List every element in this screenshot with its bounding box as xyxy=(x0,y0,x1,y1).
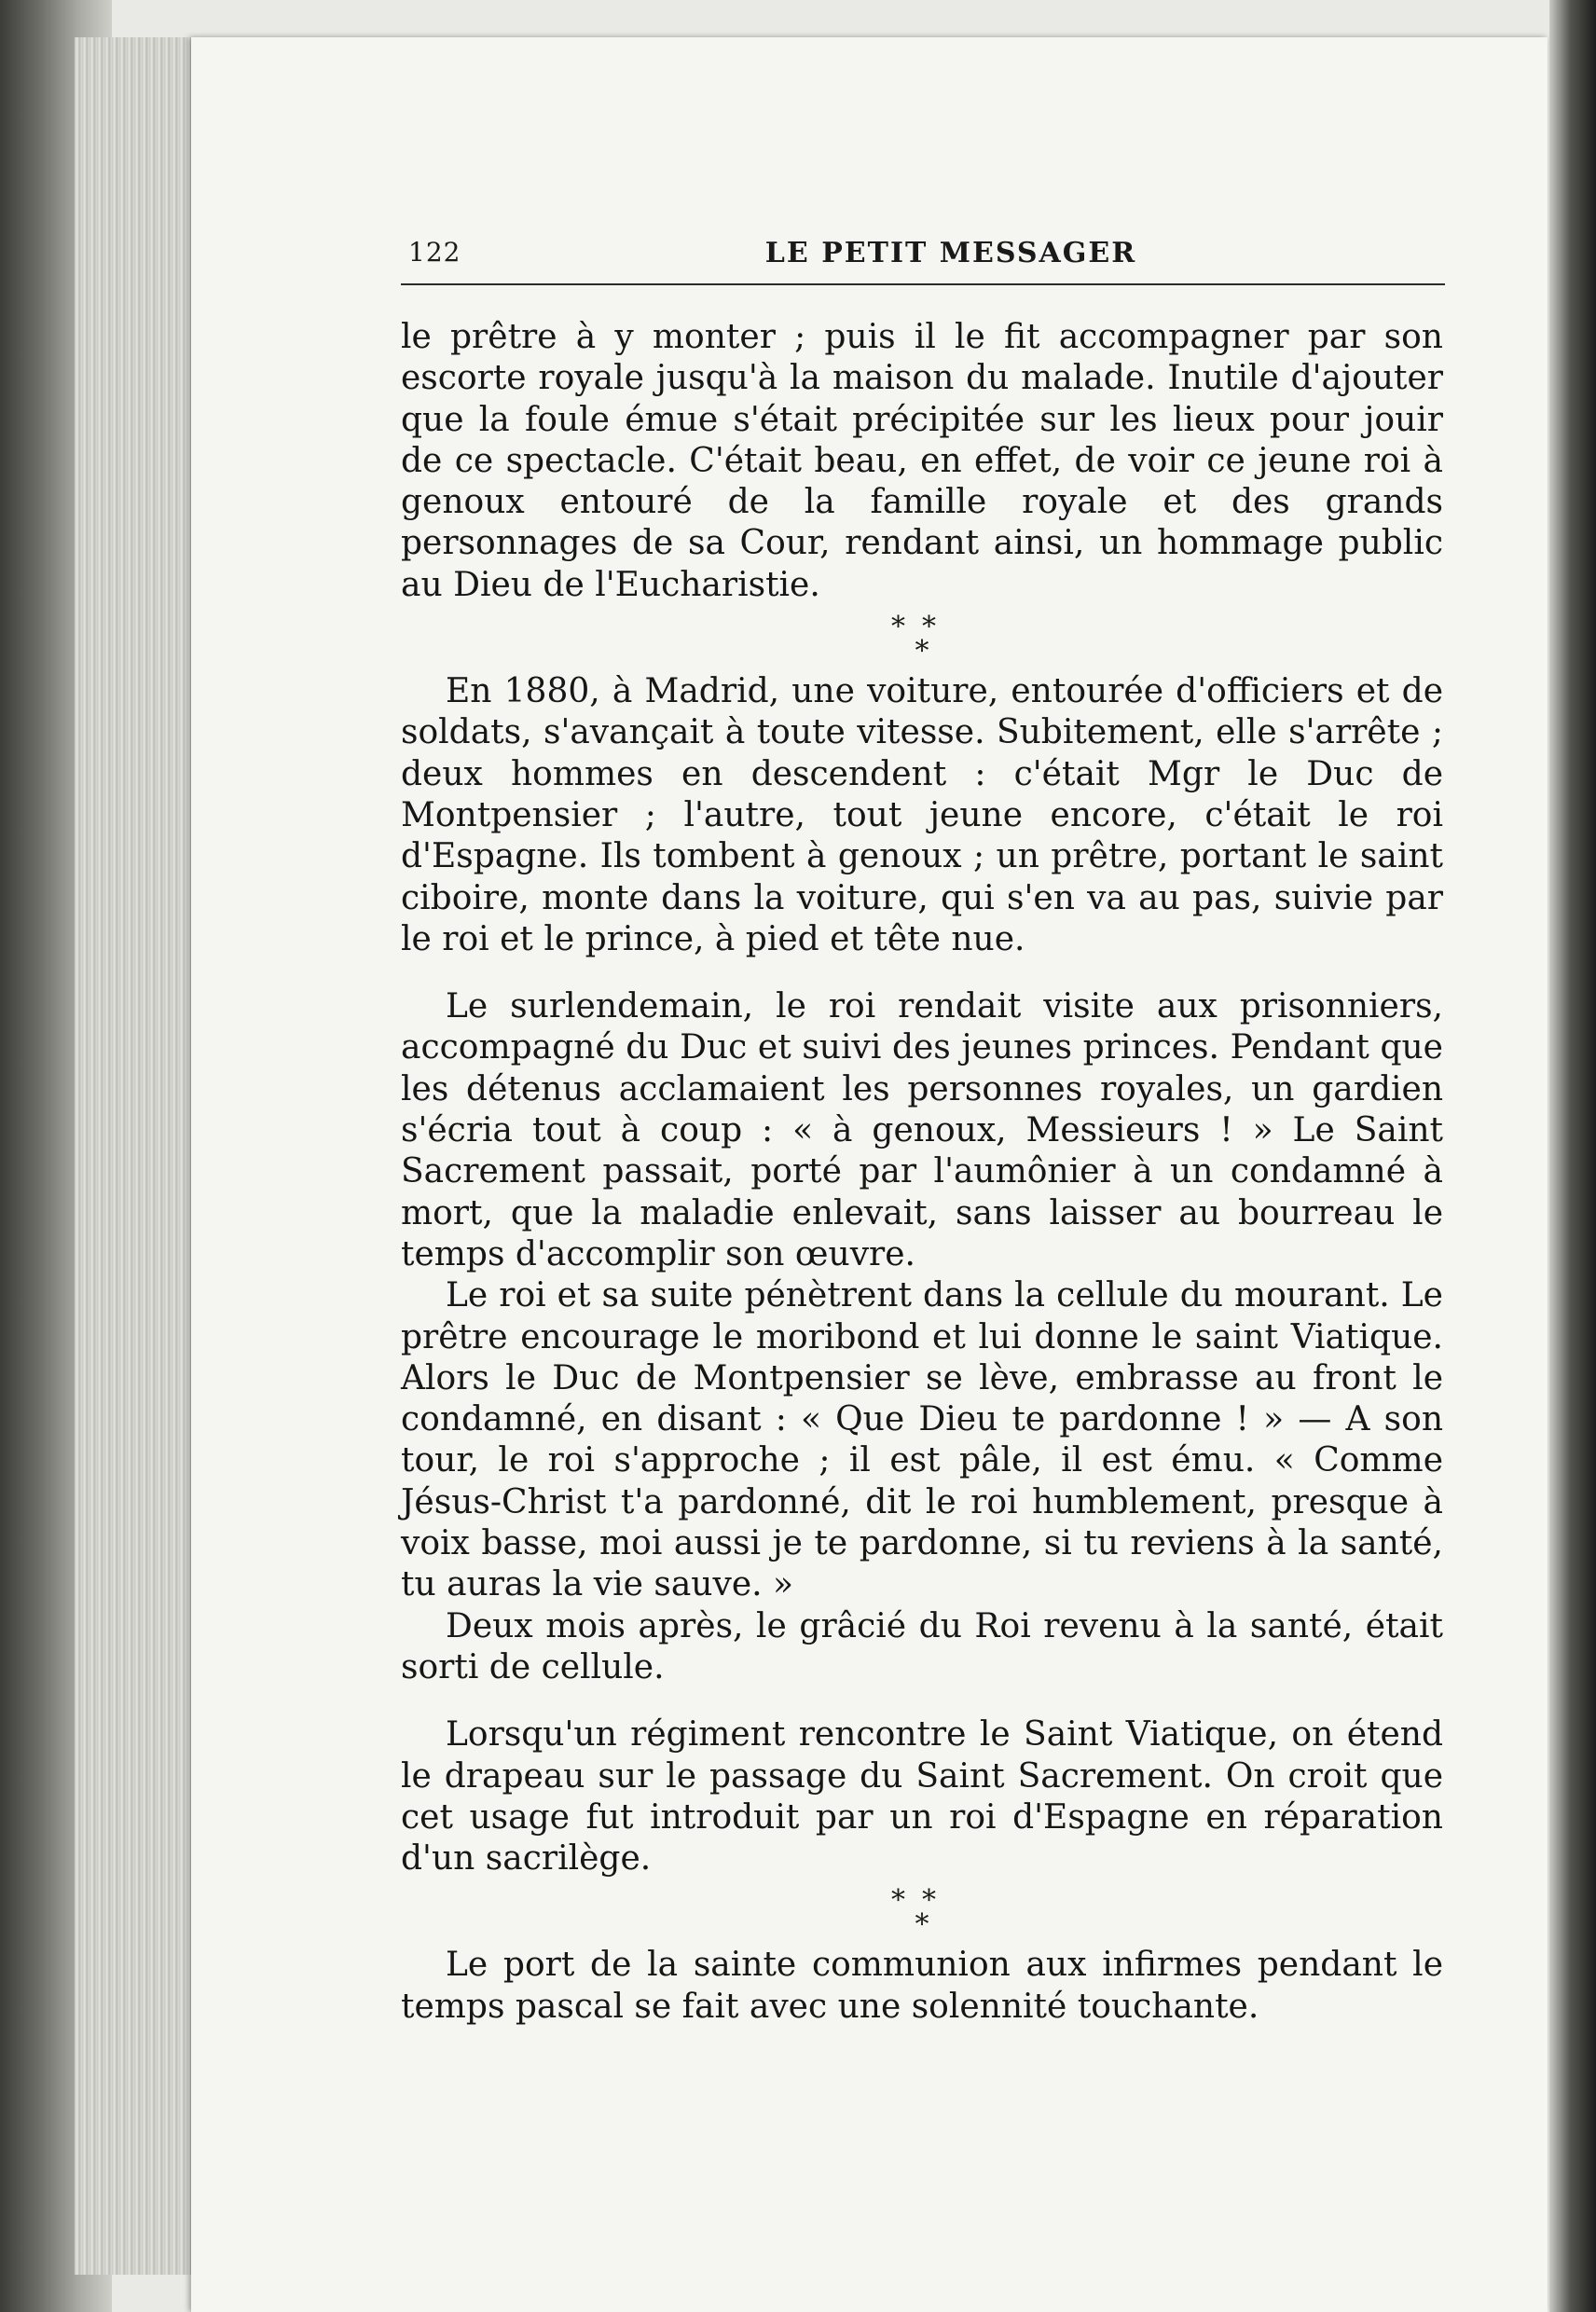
running-header xyxy=(401,237,1445,285)
body-text xyxy=(401,317,1443,2028)
section-separator xyxy=(401,611,1443,668)
paragraph-4: Le roi et sa suite pénètrent dans la cellule du mourant. Le prêtre encourage le moribond et lui donne le saint Viatique. Alors le Duc de Montpensier se lève, embrasse au front le condamné, en disant : « Que Dieu te pardonne ! » — A son tour, le roi s'approche ; il est pâle, il est ému. « Comme Jésus-Christ t'a pardonné, dit le roi humblement, presque à voix basse, moi aussi je te pardonne, si tu reviens à la santé, tu auras la vie sauve. » xyxy=(401,1276,1443,1604)
running-title: LE PETIT MESSAGER xyxy=(764,237,1137,269)
page-number: 122 xyxy=(408,237,461,268)
paragraph-1: le prêtre à y monter ; puis il le fit accompagner par son escorte royale jusqu'à la maison du malade. Inutile d'ajouter que la foule émue s'était précipitée sur les lieux pour jouir de ce spectacle. C'était beau, en effet, de voir ce jeune roi à genoux entouré de la famille royale et des grands personnages de sa Cour, rendant ainsi, un hommage public au Dieu de l'Eucharistie. xyxy=(401,318,1443,604)
paragraph-6: Lorsqu'un régiment rencontre le Saint Viatique, on étend le drapeau sur le passage du Saint Sacrement. On croit que cet usage fut introduit par un roi d'Espagne en réparation d'un sacrilège. xyxy=(401,1715,1443,1878)
separator-stars-bottom: * xyxy=(915,1908,929,1942)
page-edges xyxy=(75,37,196,2275)
paragraph-5: Deux mois après, le grâcié du Roi revenu à la santé, était sorti de cellule. xyxy=(401,1606,1443,1686)
next-page-edge xyxy=(1549,0,1596,2312)
paragraph-7: Le port de la sainte communion aux infirmes pendant le temps pascal se fait avec une solennité touchante. xyxy=(401,1946,1443,2026)
separator-stars-bottom: * xyxy=(915,635,929,668)
paragraph-2: En 1880, à Madrid, une voiture, entourée d'officiers et de soldats, s'avançait à toute vitesse. Subitement, elle s'arrête ; deux hommes en descendent : c'était Mgr le Duc de Montpensier ; l'autre, tout jeune encore, c'était le roi d'Espagne. Ils tombent à genoux ; un prêtre, portant le saint ciboire, monte dans la voiture, qui s'en va au pas, suivie par le roi et le prince, à pied et tête nue. xyxy=(401,672,1443,958)
separator-stars-top: ** xyxy=(891,1884,953,1918)
separator-stars-top: ** xyxy=(891,611,953,644)
paragraph-3: Le surlendemain, le roi rendait visite aux prisonniers, accompagné du Duc et suivi des jeunes princes. Pendant que les détenus acclamaient les personnes royales, un gardien s'écria tout à coup : « à genoux, Messieurs ! » Le Saint Sacrement passait, porté par l'aumônier à un condamné à mort, que la maladie enlevait, sans laisser au bourreau le temps d'accomplir son œuvre. xyxy=(401,987,1443,1273)
section-separator xyxy=(401,1884,1443,1942)
